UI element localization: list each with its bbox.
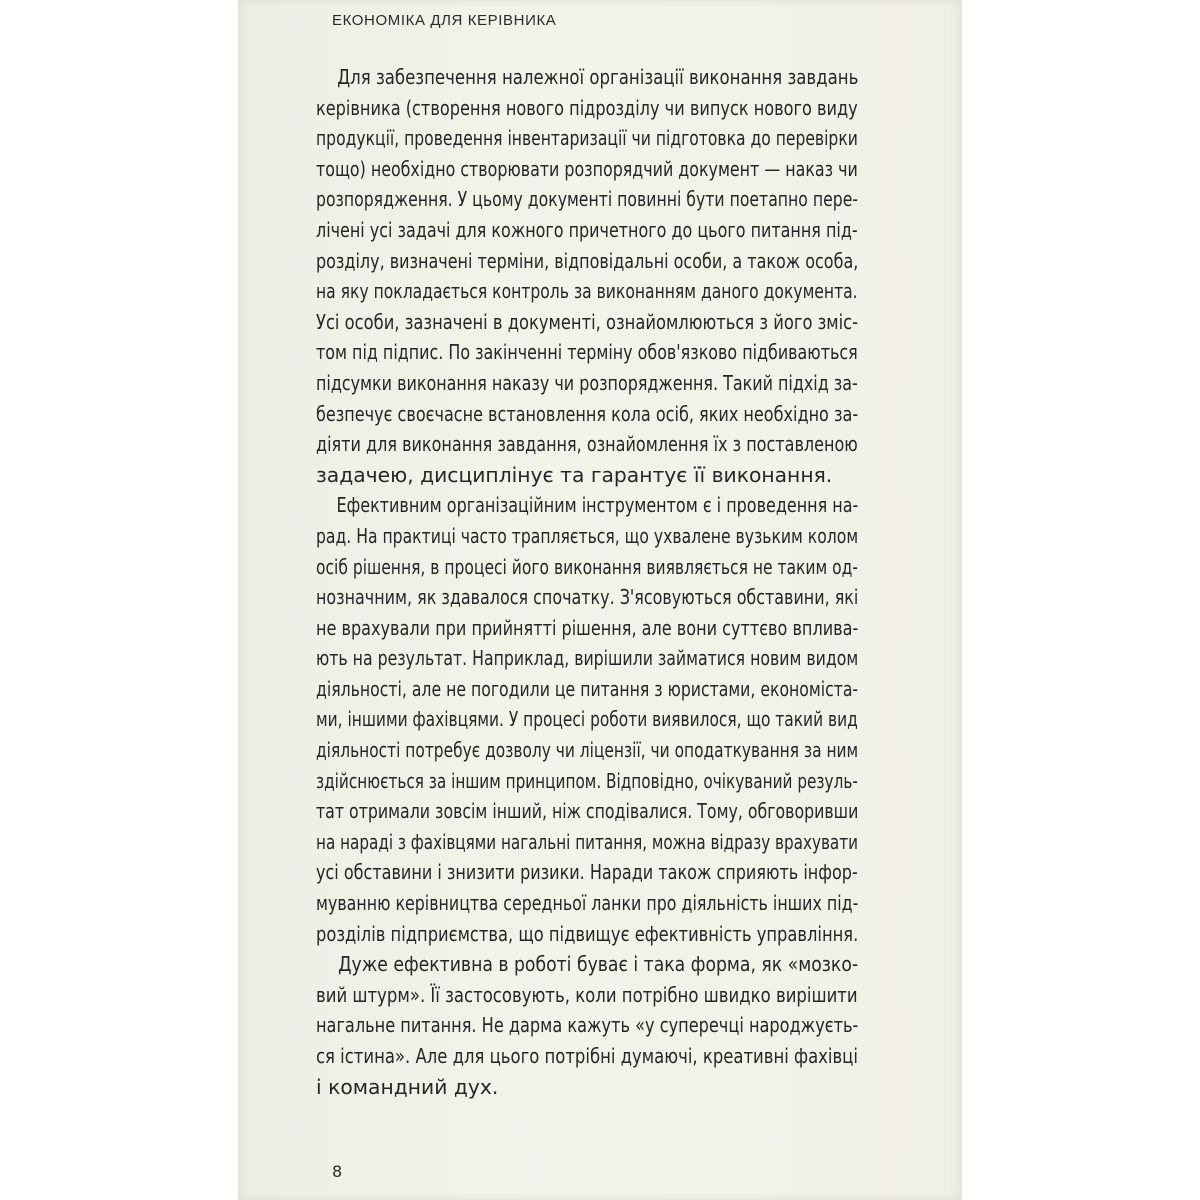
paragraph-3 [316, 949, 858, 1102]
text-line: діяльності, але не погодили це питання з юристами, економіста- [316, 676, 859, 701]
text-line: осіб рішення, в процесі його виконання виявляється не таким од- [316, 554, 859, 579]
text-line: рад. На практиці часто трапляється, що ухвалене вузьким колом [316, 523, 859, 548]
text-line: том під підпис. По закінченні терміну обов'язково підбиваються [316, 340, 858, 365]
text-line: безпечує своєчасне встановлення кола осіб, яких необхідно за- [316, 401, 859, 426]
text-line: розділів підприємства, що підвищує ефективність управління. [316, 921, 859, 946]
text-line: ся істина». Але для цього потрібні думаючі, креативні фахівці [316, 1044, 858, 1068]
text-line: задачею, дисциплінує та гарантує її виконання. [316, 462, 833, 487]
text-line: Для забезпечення належної організації виконання завдань [337, 65, 859, 89]
text-line: муванню керівництва середньої ланки про діяльність інших під- [316, 891, 859, 916]
text-line: нозначним, як здавалося спочатку. З'ясовуються обставини, які [316, 585, 859, 610]
text-line: продукції, проведення інвентаризації чи підготовка до перевірки [316, 126, 858, 151]
text-line: розпорядження. У цьому документі повинні бути поетапно пере- [316, 187, 859, 212]
text-line: розділу, визначені терміни, відповідальні особи, а також особа, [316, 248, 859, 273]
text-line: керівника (створення нового підрозділу чи випуск нового виду [316, 95, 858, 120]
text-line: тощо) необхідно створювати розпорядчий документ — наказ чи [316, 156, 858, 181]
text-line: діяти для виконання завдання, ознайомлення їх з поставленою [316, 432, 858, 457]
text-line: здійснюється за іншим принципом. Відповідно, очікуваний резуль- [316, 768, 858, 793]
body-text [316, 62, 858, 1102]
text-line: лічені усі задачі для кожного причетного до цього питання під- [316, 217, 858, 242]
text-line: на яку покладається контроль за виконанням даного документа. [316, 279, 858, 304]
paragraph-1 [316, 62, 858, 490]
text-line: усі обставини і знизити ризики. Наради також сприяють інфор- [316, 860, 858, 885]
page-number: 8 [332, 1162, 343, 1181]
text-line: тат отримали зовсім інший, ніж сподівалися. Тому, обговоривши [316, 799, 859, 824]
text-line: вий штурм». Її застосовують, коли потрібно швидко вирішити [316, 982, 858, 1007]
running-head: ЕКОНОМІКА ДЛЯ КЕРІВНИКА [332, 12, 557, 29]
text-line: не врахували при прийнятті рішення, але вони суттєво вплива- [316, 615, 859, 640]
text-line: Дуже ефективна в роботі буває і така форма, як «мозко- [338, 952, 859, 977]
text-line: і командний дух. [316, 1074, 499, 1099]
text-line: діяльності потребує дозволу чи ліцензії, чи оподаткування за ним [316, 738, 859, 763]
text-line: Усі особи, зазначені в документі, ознайомлюються з його зміс- [316, 309, 859, 334]
book-page [238, 0, 962, 1200]
text-line: на нараді з фахівцями нагальні питання, можна відразу врахувати [316, 829, 858, 854]
text-line: ють на результат. Наприклад, вирішили займатися новим видом [316, 646, 859, 671]
text-line: нагальне питання. Не дарма кажуть «у суперечці народжуєть- [316, 1013, 859, 1038]
text-line: підсумки виконання наказу чи розпорядження. Такий підхід за- [316, 370, 858, 395]
text-line: ми, іншими фахівцями. У процесі роботи виявилося, що такий вид [316, 707, 858, 732]
text-line: Ефективним організаційним інструментом є і проведення на- [336, 493, 859, 518]
paragraph-2 [316, 490, 858, 949]
